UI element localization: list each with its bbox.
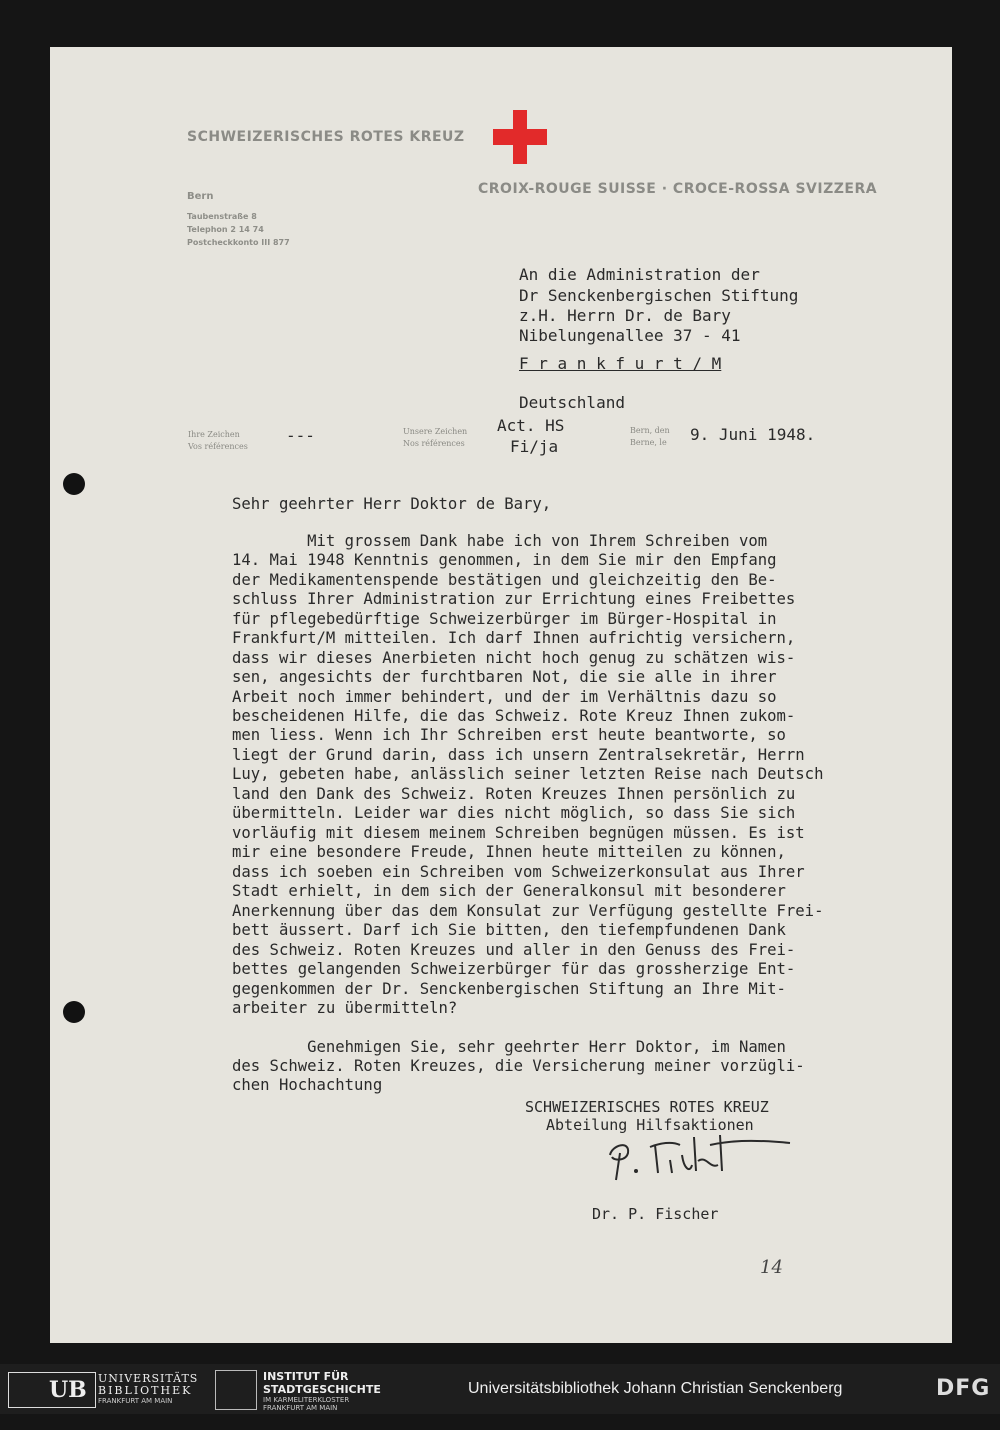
signature-org: SCHWEIZERISCHES ROTES KREUZ — [525, 1098, 769, 1116]
recipient-line: Dr Senckenbergischen Stiftung — [519, 286, 799, 305]
closing-line: chen Hochachtung — [232, 1076, 383, 1094]
signature-dept: Abteilung Hilfsaktionen — [546, 1116, 754, 1134]
body-line: dass wir dieses Anerbieten nicht hoch genug zu schätzen wis- — [232, 649, 796, 667]
ihre-zeichen-value: --- — [286, 426, 315, 445]
body-line: der Medikamentenspende bestätigen und gleichzeitig den Be- — [232, 571, 777, 589]
dfg-logo: DFG — [936, 1376, 991, 1401]
inst-line1: INSTITUT FÜR — [263, 1370, 349, 1383]
red-cross-icon-bar — [493, 129, 547, 145]
body-line: 14. Mai 1948 Kenntnis genommen, in dem Sie mir den Empfang — [232, 551, 777, 569]
closing-line: Genehmigen Sie, sehr geehrter Herr Doktor, im Namen — [232, 1038, 786, 1056]
body-line: vorläufig mit diesem meinem Schreiben begnügen müssen. Es ist — [232, 824, 805, 842]
letterhead-postcheck: Postcheckkonto III 877 — [187, 238, 290, 247]
recipient-line: An die Administration der — [519, 265, 760, 284]
body-line: Arbeit noch immer behindert, und der im Verhältnis dazu so — [232, 688, 777, 706]
org-name-de: SCHWEIZERISCHES ROTES KREUZ — [187, 129, 465, 145]
body-line: Anerkennung über das dem Konsulat zur Verfügung gestellte Frei- — [232, 902, 824, 920]
body-line: des Schweiz. Roten Kreuzes und aller in den Genuss des Frei- — [232, 941, 796, 959]
date-label: Bern, den — [630, 426, 670, 435]
ub-line2: BIBLIOTHEK — [98, 1384, 193, 1397]
ub-logo — [8, 1372, 96, 1408]
org-name-fr-it: CROIX-ROUGE SUISSE · CROCE-ROSSA SVIZZERA — [478, 181, 878, 197]
letterhead-city: Bern — [187, 191, 214, 202]
body-line: für pflegebedürftige Schweizerbürger im Bürger-Hospital in — [232, 610, 777, 628]
handwritten-signature — [600, 1125, 800, 1185]
ub-line3: FRANKFURT AM MAIN — [98, 1397, 173, 1405]
body-line: liegt der Grund darin, dass ich unsern Zentralsekretär, Herrn — [232, 746, 805, 764]
body-line: Mit grossem Dank habe ich von Ihrem Schreiben vom — [232, 532, 768, 550]
body-line: dass ich soeben ein Schreiben vom Schweizerkonsulat aus Ihrer — [232, 863, 805, 881]
unsere-zeichen-label-fr: Nos références — [403, 439, 465, 448]
institute-logo — [215, 1370, 257, 1410]
body-line: schluss Ihrer Administration zur Errichtung eines Freibettes — [232, 590, 796, 608]
unsere-zeichen-label: Unsere Zeichen — [403, 427, 468, 436]
ub-line1: UNIVERSITÄTS — [98, 1372, 199, 1385]
recipient-country: Deutschland — [519, 393, 625, 412]
body-line: sen, angesichts der furchtbaren Not, die sie alle in ihrer — [232, 668, 777, 686]
archive-footer — [0, 1364, 1000, 1414]
ihre-zeichen-label: Ihre Zeichen — [188, 430, 240, 439]
body-line: Stadt erhielt, in dem sich der Generalkonsul mit besonderer — [232, 882, 786, 900]
letterhead-street: Taubenstraße 8 — [187, 212, 257, 221]
closing-line: des Schweiz. Roten Kreuzes, die Versicherung meiner vorzügli- — [232, 1057, 805, 1075]
recipient-line: Nibelungenallee 37 - 41 — [519, 326, 741, 345]
body-line: bett äussert. Darf ich Sie bitten, den tiefempfundenen Dank — [232, 921, 786, 939]
inst-line2: STADTGESCHICHTE — [263, 1383, 381, 1396]
footer-center-text: Universitätsbibliothek Johann Christian Senckenberg — [468, 1380, 843, 1397]
ihre-zeichen-label-fr: Vos références — [188, 442, 248, 451]
body-line: gegenkommen der Dr. Senckenbergischen Stiftung an Ihre Mit- — [232, 980, 786, 998]
body-line: bescheidenen Hilfe, die das Schweiz. Rote Kreuz Ihnen zukom- — [232, 707, 796, 725]
body-line: arbeiter zu übermitteln? — [232, 999, 458, 1017]
date-label-fr: Berne, le — [630, 438, 667, 447]
body-line: Frankfurt/M mitteilen. Ich darf Ihnen aufrichtig versichern, — [232, 629, 796, 647]
body-line: men liess. Wenn ich Ihr Schreiben erst heute beantworte, so — [232, 726, 786, 744]
letterhead-phone: Telephon 2 14 74 — [187, 225, 264, 234]
body-line: mir eine besondere Freude, Ihnen heute mitteilen zu können, — [232, 843, 786, 861]
unsere-zeichen-value: Act. HS — [497, 416, 565, 435]
inst-line4: FRANKFURT AM MAIN — [263, 1404, 338, 1412]
unsere-zeichen-value-2: Fi/ja — [510, 437, 559, 456]
page-number-mark: 14 — [760, 1257, 783, 1278]
signatory-name: Dr. P. Fischer — [592, 1205, 719, 1223]
punch-hole-bottom — [63, 1001, 85, 1023]
inst-line3: IM KARMELITERKLOSTER — [263, 1396, 350, 1404]
punch-hole-top — [63, 473, 85, 495]
ub-logo-text: UB — [49, 1377, 87, 1403]
salutation: Sehr geehrter Herr Doktor de Bary, — [232, 495, 552, 513]
recipient-line: z.H. Herrn Dr. de Bary — [519, 306, 731, 325]
letter-date: 9. Juni 1948. — [690, 425, 816, 444]
body-line: land den Dank des Schweiz. Roten Kreuzes Ihnen persönlich zu — [232, 785, 796, 803]
recipient-city: F r a n k f u r t / M — [519, 354, 722, 373]
body-line: übermitteln. Leider war dies nicht möglich, so dass Sie sich — [232, 804, 796, 822]
body-line: Luy, gebeten habe, anlässlich seiner letzten Reise nach Deutsch — [232, 765, 824, 783]
body-line: bettes gelangenden Schweizerbürger für das grossherzige Ent- — [232, 960, 796, 978]
